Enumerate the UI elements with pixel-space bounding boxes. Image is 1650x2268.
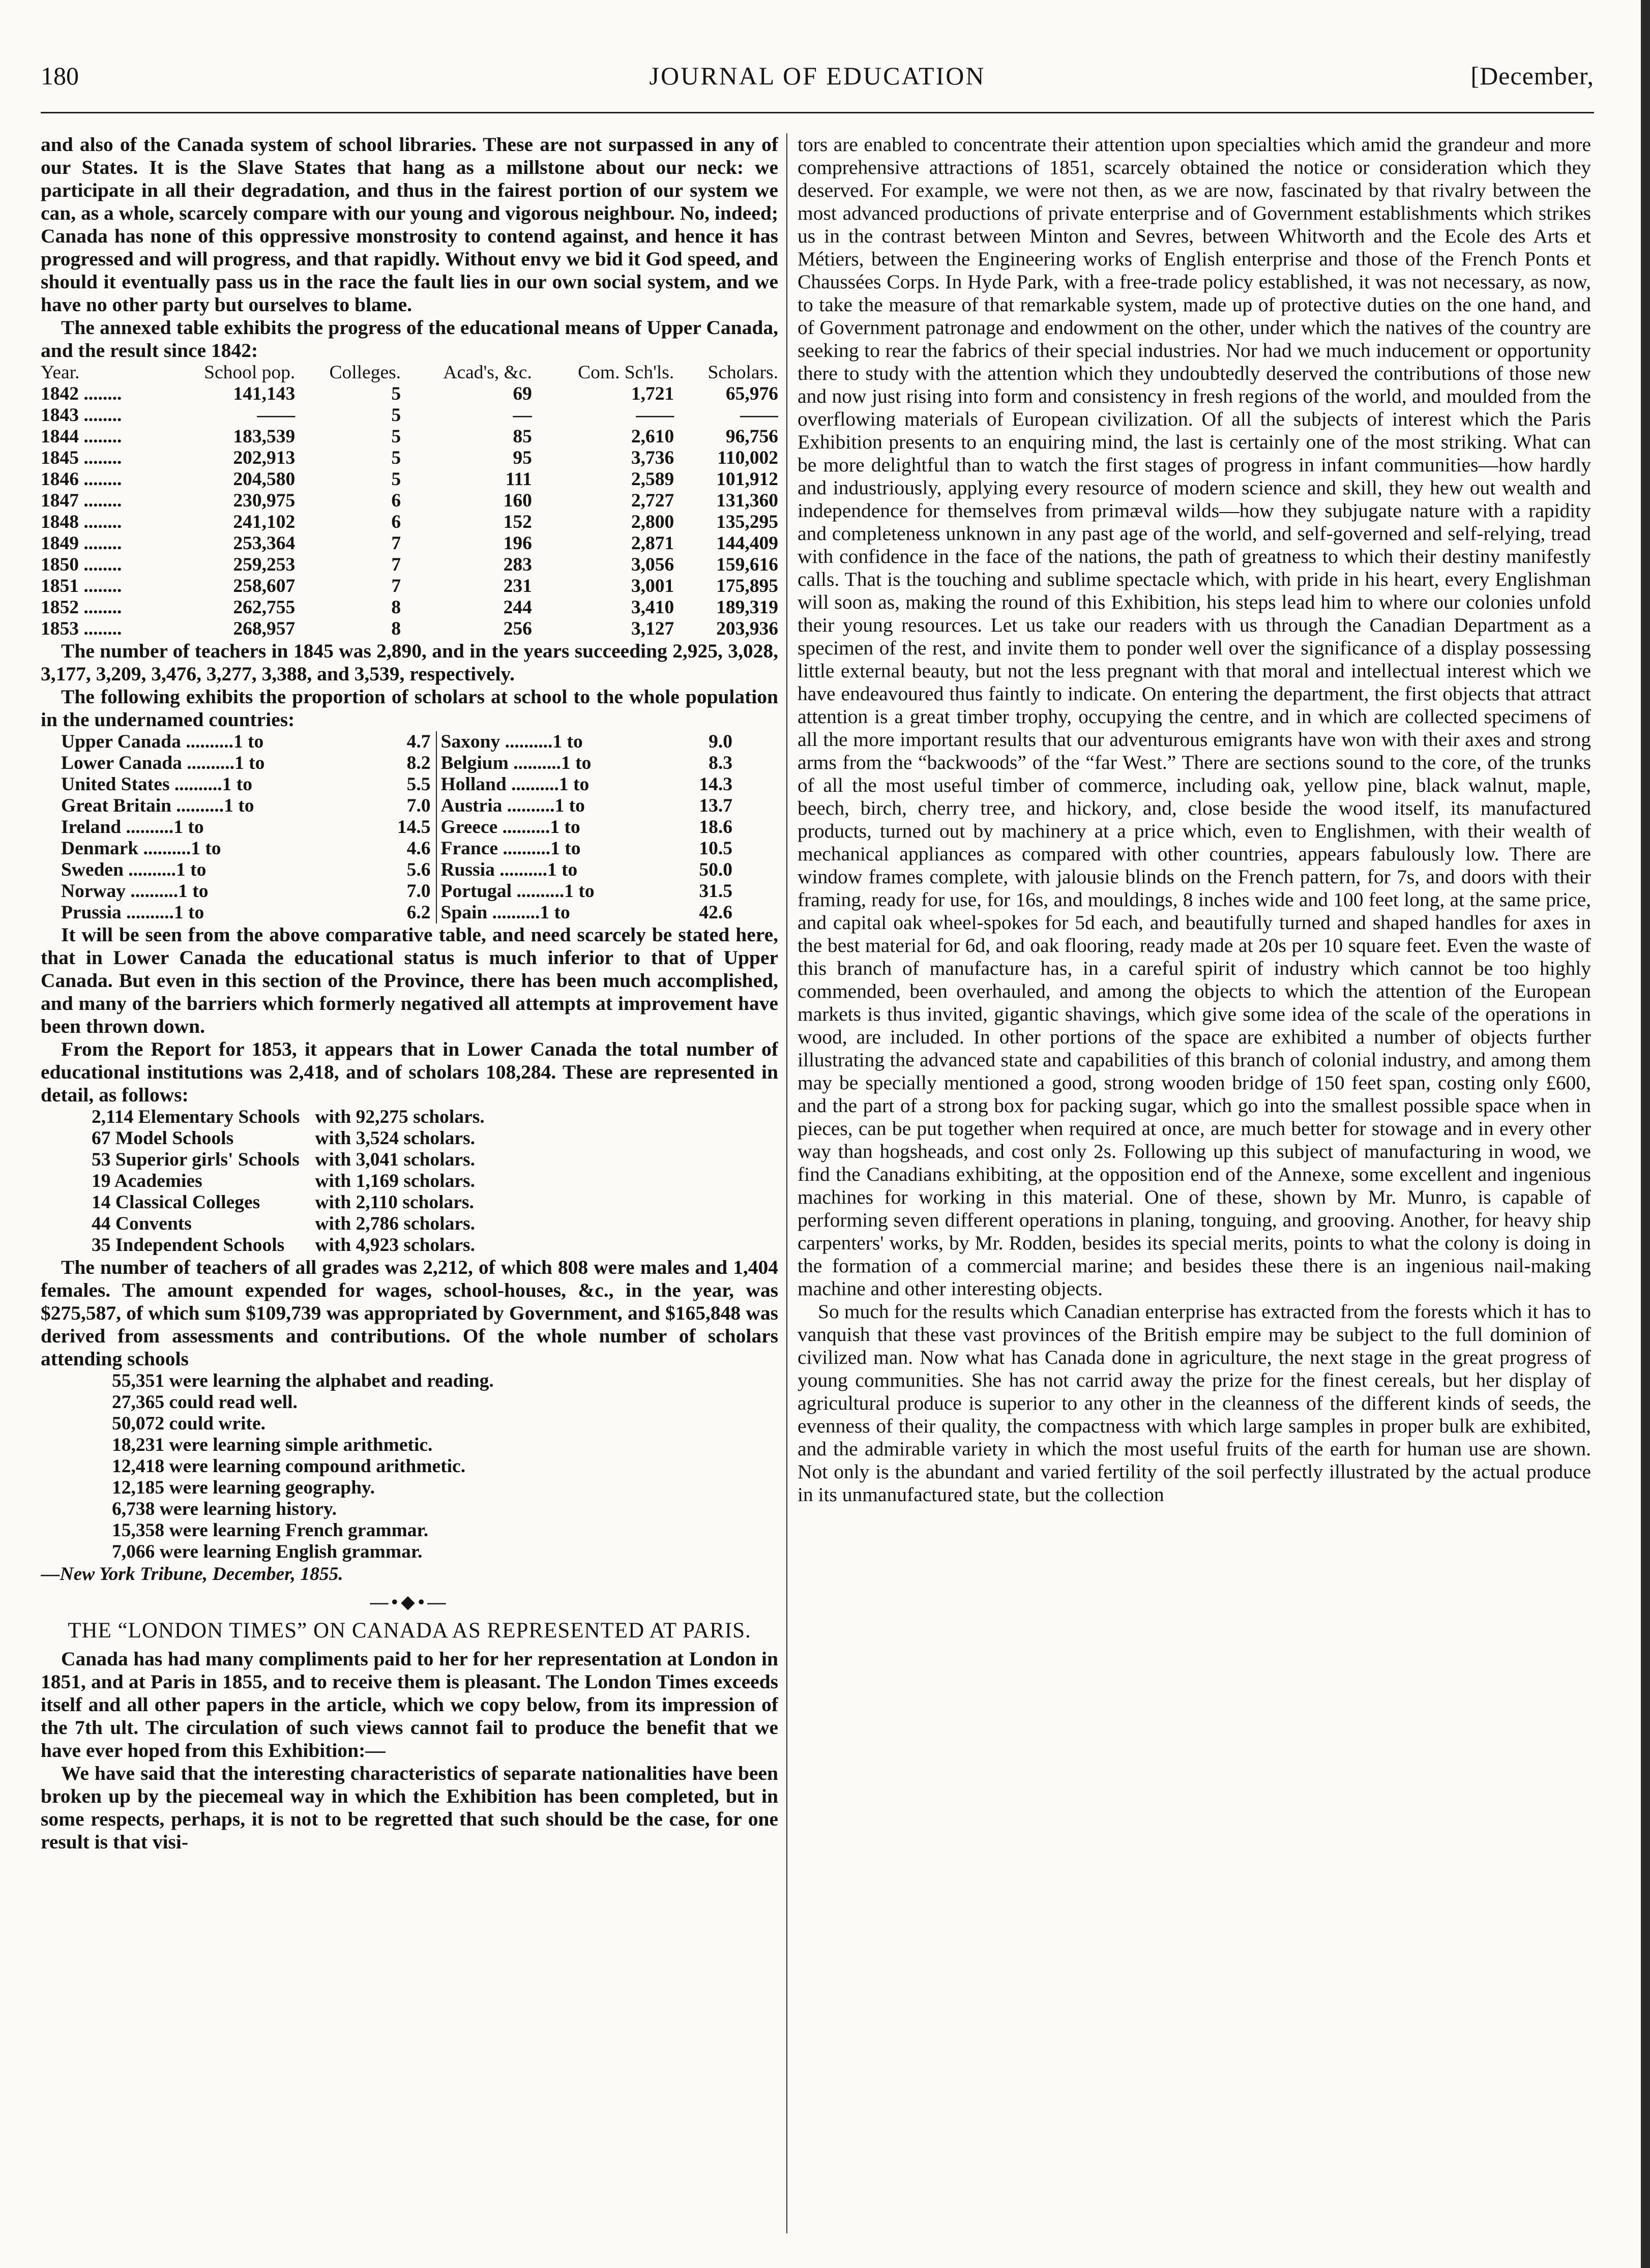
table-cell: 3,736 bbox=[631, 447, 674, 468]
country-label: Denmark ..........1 to bbox=[61, 838, 221, 859]
table-cell: 1844 ........ bbox=[41, 426, 122, 447]
proportion-row bbox=[61, 859, 732, 881]
table-row bbox=[41, 383, 778, 405]
table-cell: 1850 ........ bbox=[41, 554, 122, 575]
institution-name: 14 Classical Colleges bbox=[92, 1192, 260, 1213]
table-cell: —— bbox=[257, 405, 296, 426]
table-cell: 96,756 bbox=[725, 426, 778, 447]
country-label: Prussia ..........1 to bbox=[61, 902, 204, 923]
proportion-row bbox=[61, 731, 732, 753]
table-cell: 2,727 bbox=[631, 490, 674, 511]
attainment-line: 12,418 were learning compound arithmetic. bbox=[112, 1456, 466, 1477]
progress-table bbox=[41, 362, 778, 640]
table-cell: 85 bbox=[513, 426, 532, 447]
table-cell: 231 bbox=[503, 576, 532, 596]
institution-scholars: with 3,041 scholars. bbox=[315, 1149, 475, 1170]
table-cell: 1849 ........ bbox=[41, 533, 122, 554]
table-cell: 189,319 bbox=[716, 597, 778, 618]
table-cell: 2,800 bbox=[631, 512, 674, 532]
institution-scholars: with 3,524 scholars. bbox=[315, 1128, 475, 1149]
expenditure-paragraph: The number of teachers of all grades was 2,212, of which 808 were males and 1,404 females. The amount expended for wages, school-houses, &c., in the year, was $275,587, of which sum $109,739 was appropriated by Government, and $165,848 was derived from assessments and contributions. Of the whole number of scholars attending schools bbox=[41, 1256, 778, 1370]
table-cell: 203,936 bbox=[716, 618, 778, 639]
ratio-value: 14.3 bbox=[699, 774, 732, 795]
institution-name: 35 Independent Schools bbox=[92, 1235, 285, 1256]
progress-table-header bbox=[41, 362, 778, 383]
country-label: Great Britain ..........1 to bbox=[61, 795, 254, 816]
country-label: Belgium ..........1 to bbox=[436, 753, 681, 774]
institution-scholars: with 4,923 scholars. bbox=[315, 1235, 475, 1256]
country-label: Ireland ..........1 to bbox=[61, 817, 204, 838]
column-header: Com. Sch'ls. bbox=[578, 362, 674, 383]
ratio-value: 50.0 bbox=[699, 859, 732, 880]
attainment-line: 7,066 were learning English grammar. bbox=[112, 1541, 423, 1562]
country-label: Norway ..........1 to bbox=[61, 881, 209, 902]
table-cell: 230,975 bbox=[233, 490, 296, 511]
country-label: Spain ..........1 to bbox=[436, 902, 681, 923]
country-label: Sweden ..........1 to bbox=[61, 859, 207, 880]
table-cell: 1845 ........ bbox=[41, 447, 122, 468]
table-cell: 244 bbox=[503, 597, 532, 618]
table-cell: 3,001 bbox=[631, 576, 674, 596]
table-cell: 7 bbox=[391, 533, 401, 554]
comparison-paragraph: It will be seen from the above comparative table, and need scarcely be stated here, that in Lower Canada the educational status is much inferior to that of Upper Canada. But even in this section of the Province, there has been much accomplished, and many of the barriers which formerly negatived all attempts at improvement have been thrown down. bbox=[41, 923, 778, 1037]
table-cell: 5 bbox=[391, 447, 401, 468]
table-row bbox=[41, 447, 778, 469]
teachers-paragraph: The number of teachers in 1845 was 2,890, and in the years succeeding 2,925, 3,028, 3,177, 3,209, 3,476, 3,277, 3,388, and 3,539, respectively. bbox=[41, 640, 778, 685]
ratio-value: 6.2 bbox=[406, 902, 431, 923]
column-divider bbox=[786, 133, 787, 2233]
table-cell: 7 bbox=[391, 554, 401, 575]
table-cell: 135,295 bbox=[716, 512, 778, 532]
page-edge-shadow bbox=[1641, 0, 1650, 2268]
table-cell: 241,102 bbox=[233, 512, 296, 532]
ratio-value: 10.5 bbox=[699, 838, 732, 859]
attainment-line: 55,351 were learning the alphabet and reading. bbox=[112, 1370, 494, 1391]
table-cell: 259,253 bbox=[233, 554, 296, 575]
country-label: France ..........1 to bbox=[436, 838, 681, 859]
table-cell: 1848 ........ bbox=[41, 512, 122, 532]
table-cell: 5 bbox=[391, 383, 401, 404]
table-cell: 144,409 bbox=[716, 533, 778, 554]
country-label: Austria ..........1 to bbox=[436, 795, 681, 817]
table-cell: 253,364 bbox=[233, 533, 296, 554]
ratio-value: 7.0 bbox=[406, 881, 431, 902]
country-label: Portugal ..........1 to bbox=[436, 881, 681, 902]
table-cell: 183,539 bbox=[233, 426, 296, 447]
table-cell: 65,976 bbox=[725, 383, 778, 404]
table-cell: 131,360 bbox=[716, 490, 778, 511]
table-cell: 283 bbox=[503, 554, 532, 575]
ratio-value: 7.0 bbox=[406, 795, 431, 816]
country-label: Saxony ..........1 to bbox=[436, 731, 681, 753]
left-column bbox=[41, 133, 778, 2233]
ratio-value: 8.3 bbox=[709, 753, 732, 773]
table-cell: 268,957 bbox=[233, 618, 296, 639]
table-cell: 1852 ........ bbox=[41, 597, 122, 618]
table-cell: 3,410 bbox=[631, 597, 674, 618]
proportion-row bbox=[61, 774, 732, 795]
table-cell: 262,755 bbox=[233, 597, 296, 618]
proportion-table bbox=[61, 731, 732, 923]
table-cell: —— bbox=[636, 405, 674, 426]
report-paragraph: From the Report for 1853, it appears that in Lower Canada the total number of educational institutions was 2,418, and of scholars 108,284. These are represented in detail, as follows: bbox=[41, 1038, 778, 1106]
table-row bbox=[41, 597, 778, 618]
ratio-value: 14.5 bbox=[397, 817, 431, 838]
table-cell: 159,616 bbox=[716, 554, 778, 575]
institution-row bbox=[92, 1213, 485, 1235]
table-row bbox=[41, 554, 778, 576]
country-label: Lower Canada ..........1 to bbox=[61, 753, 265, 773]
table-cell: 1843 ........ bbox=[41, 405, 122, 426]
table-cell: 111 bbox=[505, 469, 532, 490]
header-rule bbox=[41, 112, 1594, 113]
institution-name: 19 Academies bbox=[92, 1171, 202, 1191]
ratio-value: 18.6 bbox=[699, 817, 732, 838]
institution-scholars: with 92,275 scholars. bbox=[315, 1107, 485, 1127]
ratio-value: 4.7 bbox=[406, 731, 431, 752]
ratio-value: 4.6 bbox=[406, 838, 431, 859]
proportion-row bbox=[61, 753, 732, 774]
country-label: United States ..........1 to bbox=[61, 774, 253, 795]
table-cell: 6 bbox=[391, 512, 401, 532]
attainment-line: 50,072 could write. bbox=[112, 1413, 266, 1434]
table-cell: 3,127 bbox=[631, 618, 674, 639]
table-cell: 1847 ........ bbox=[41, 490, 122, 511]
attainment-line: 18,231 were learning simple arithmetic. bbox=[112, 1435, 433, 1455]
table-cell: 160 bbox=[503, 490, 532, 511]
table-cell: 5 bbox=[391, 426, 401, 447]
institution-name: 67 Model Schools bbox=[92, 1128, 234, 1149]
table-cell: 1851 ........ bbox=[41, 576, 122, 596]
section-heading: THE “LONDON TIMES” ON CANADA AS REPRESENTED AT PARIS. bbox=[68, 1619, 751, 1643]
country-label: Russia ..........1 to bbox=[436, 859, 681, 881]
proportion-intro: The following exhibits the proportion of scholars at school to the whole population in the undernamed countries: bbox=[41, 685, 778, 731]
proportion-row bbox=[61, 817, 732, 838]
ratio-value: 9.0 bbox=[709, 731, 732, 752]
journal-title: JOURNAL OF EDUCATION bbox=[649, 62, 986, 90]
institution-row bbox=[92, 1192, 485, 1213]
institution-row bbox=[92, 1128, 485, 1149]
running-header bbox=[41, 61, 1594, 107]
country-label: Upper Canada ..........1 to bbox=[61, 731, 264, 752]
source-line: —New York Tribune, December, 1855. bbox=[41, 1564, 343, 1585]
table-cell: 1842 ........ bbox=[41, 383, 122, 404]
country-label: Greece ..........1 to bbox=[436, 817, 681, 838]
right-paragraph-1: tors are enabled to concentrate their attention upon specialties which amid the grandeur and more comprehensive attractions of 1851, scarcely obtained the notice or consideration which they deserved. For example, we were not then, as we are now, fascinated by that rivalry between the most advanced productions of private enterprise and of Government establishments which strikes us in the contrast between Minton and Sevres, between Whitworth and the Ecole des Arts et Métiers, between the Engineering works of English enterprise and those of the French Ponts et Chaussées Corps. In Hyde Park, with a free-trade policy established, it was not necessary, as now, to take the measure of that remarkable system, made up of protective duties on the one hand, and of Government patronage and endowment on the other, under which the natives of the country are seeking to rear the fabrics of their special industries. Nor had we much inducement or opportunity there to study with the attention which they undoubtedly deserved the contributions of those new and now just rising into form and consistency in fresh regions of the world, and moulded from the overflowing materials of European civilization. Of all the subjects of interest which the Paris Exhibition presents to an enquiring mind, the last is certainly one of the most striking. What can be more delightful than to watch the first stages of progress in infant communities—how hardly and industriously, applying every resource of modern science and skill, they hew out wealth and independence for themselves from primæval wilds—how they subjugate nature with a rapidity and completeness unknown in any past age of the world, and self-governed and self-relying, tread with confidence in the face of the nations, the path of greatness to which their destiny manifestly calls. That is the touching and sublime spectacle which, with pride in his heart, every Englishman will soon as, making the round of this Exhibition, his steps lead him to where our colonies unfold their young resources. Let us take our readers with us through the Canadian Department as a specimen of the rest, and invite them to ponder well over the significance of a display possessing little external beauty, but not the less pregnant with that moral and intellectual interest which we have endeavoured thus faintly to indicate. On entering the department, the first objects that attract attention is a great timber trophy, occupying the centre, and in which are collected specimens of all the more important results that our adventurous emigrants have won with their axes and strong arms from the “backwoods” of the “far West.” There are sections sound to the core, of the trunks of all the most useful timber of commerce, including oak, yellow pine, black walnut, maple, beech, birch, cherry tree, and hickory, and, close beside the wood itself, its manufactured products, turned out by machinery at a price which, even to Englishmen, with their wealth of mechanical appliances as compared with other countries, appears fabulously low. There are window frames complete, with jalousie blinds on the French pattern, for 7s, and doors with their framing, ready for use, for 16s, and mouldings, 8 inches wide and 100 feet long, at the same price, and capital oak wheel-spokes for 5d each, and beautifully turned and shaped handles for axes in the best material for 6d, and oak flooring, ready made at 20s per 10 square feet. Even the waste of this branch of manufacture has, in a careful spirit of industry which cannot be too highly commended, been overhauled, and among the objects to which the attention of the European markets is thus invited, gigantic shavings, which give some idea of the scale of the operations in wood, are included. In other portions of the space are exhibited a number of objects further illustrating the advanced state and capabilities of this branch of colonial industry, and among them may be specially mentioned a good, strong wooden bridge of 150 feet span, costing only £600, and the part of a strong box for packing sugar, which go into the smallest possible space when in pieces, can be put together when required at once, are much better for stowage and in every other way than hogsheads, and cost only 2s. Following up this subject of manufacturing in wood, we find the Canadians exhibiting, at the opposition end of the Annexe, some excellent and ingenious machines for working in this material. One of these, shown by Mr. Munro, is capable of performing seven different operations in planing, tonguing, and grooving. Another, for heavy ship carpenters' works, by Mr. Rodden, besides its special merits, points to what the colony is doing in the formation of a commercial marine; and besides these there is an ingenious nail-making machine and other interesting objects. bbox=[798, 133, 1591, 1300]
institution-row bbox=[92, 1171, 485, 1192]
table-row bbox=[41, 490, 778, 512]
proportion-row bbox=[61, 902, 732, 923]
table-cell: 256 bbox=[503, 618, 532, 639]
table-row bbox=[41, 469, 778, 490]
column-header: Year. bbox=[41, 362, 80, 383]
table-cell: 101,912 bbox=[716, 469, 778, 490]
table-cell: 8 bbox=[391, 618, 401, 639]
ratio-value: 5.6 bbox=[406, 859, 431, 880]
table-cell: 7 bbox=[391, 576, 401, 596]
section-ornament: —•◆•— bbox=[370, 1592, 449, 1612]
london-paragraph-2: We have said that the interesting characteristics of separate nationalities have been broken up by the piecemeal way in which the Exhibition has been completed, but in some respects, perhaps, it is not to be regretted that such should be the case, for one result is that visi- bbox=[41, 1762, 778, 1853]
ratio-value: 13.7 bbox=[699, 795, 732, 816]
column-header: Colleges. bbox=[329, 362, 401, 383]
institution-scholars: with 1,169 scholars. bbox=[315, 1171, 475, 1191]
institution-name: 53 Superior girls' Schools bbox=[92, 1149, 300, 1170]
institution-row bbox=[92, 1107, 485, 1128]
table-intro: The annexed table exhibits the progress of the educational means of Upper Canada, and the result since 1842: bbox=[41, 316, 778, 362]
attainments-list bbox=[112, 1370, 778, 1563]
ratio-value: 5.5 bbox=[406, 774, 431, 795]
table-cell: —— bbox=[740, 405, 778, 426]
table-cell: 6 bbox=[391, 490, 401, 511]
proportion-row bbox=[61, 881, 732, 902]
table-cell: — bbox=[513, 405, 532, 426]
table-cell: 1,721 bbox=[631, 383, 674, 404]
table-cell: 175,895 bbox=[716, 576, 778, 596]
table-cell: 5 bbox=[391, 469, 401, 490]
table-cell: 110,002 bbox=[717, 447, 778, 468]
london-paragraph-1: Canada has had many compliments paid to her for her representation at London in 1851, and at Paris in 1855, and to receive them is pleasant. The London Times exceeds itself and all other papers in the article, which we copy below, from its impression of the 7th ult. The circulation of such views cannot fail to produce the benefit that we have ever hoped from this Exhibition:— bbox=[41, 1648, 778, 1762]
issue-month: [December, bbox=[1470, 62, 1594, 90]
table-cell: 204,580 bbox=[233, 469, 296, 490]
column-header: Acad's, &c. bbox=[443, 362, 532, 383]
ratio-value: 8.2 bbox=[406, 753, 431, 773]
table-row bbox=[41, 618, 778, 640]
table-cell: 196 bbox=[503, 533, 532, 554]
institution-row bbox=[92, 1149, 485, 1171]
proportion-row bbox=[61, 838, 732, 859]
institution-name: 44 Convents bbox=[92, 1213, 192, 1234]
attainment-line: 6,738 were learning history. bbox=[112, 1499, 337, 1519]
table-row bbox=[41, 512, 778, 533]
attainment-line: 12,185 were learning geography. bbox=[112, 1477, 375, 1498]
table-cell: 141,143 bbox=[233, 383, 296, 404]
table-row bbox=[41, 533, 778, 554]
page-number: 180 bbox=[41, 62, 79, 90]
table-cell: 69 bbox=[513, 383, 532, 404]
institution-scholars: with 2,786 scholars. bbox=[315, 1213, 475, 1234]
attainment-line: 27,365 could read well. bbox=[112, 1392, 298, 1413]
ratio-value: 42.6 bbox=[699, 902, 732, 923]
table-cell: 202,913 bbox=[233, 447, 296, 468]
table-row bbox=[41, 405, 778, 426]
table-row bbox=[41, 426, 778, 447]
table-row bbox=[41, 576, 778, 597]
table-cell: 5 bbox=[391, 405, 401, 426]
table-cell: 2,610 bbox=[631, 426, 674, 447]
table-cell: 2,589 bbox=[631, 469, 674, 490]
table-cell: 152 bbox=[503, 512, 532, 532]
column-header: School pop. bbox=[204, 362, 296, 383]
intro-paragraph: and also of the Canada system of school libraries. These are not surpassed in any of our States. It is the Slave States that hang as a millstone about our neck: we participate in all their degradation, and thus in the fairest portion of our system we can, as a whole, scarcely compare with our young and vigorous neighbour. No, indeed; Canada has none of this oppressive monstrosity to contend against, and hence it has progressed and will progress, and that rapidly. Without envy we bid it God speed, and should it eventually pass us in the race the fault lies in our own social system, and we have no other party but ourselves to blame. bbox=[41, 133, 778, 316]
table-cell: 8 bbox=[391, 597, 401, 618]
column-header: Scholars. bbox=[708, 362, 778, 383]
right-paragraph-2: So much for the results which Canadian enterprise has extracted from the forests which it has to vanquish that these vast provinces of the British empire may be subject to the full dominion of civilized man. Now what has Canada done in agriculture, the next stage in the great progress of young communities. She has not carrid away the prize for the finest cereals, but her display of agricultural produce is superior to any other in the cleanness of the different kinds of seeds, the evenness of their quality, the compactness with which large samples in proper bulk are exhibited, and the admirable variety in which the most useful fruits of the earth for human use are shown. Not only is the abundant and varied fertility of the soil perfectly illustrated by the actual produce in its unmanufactured state, but the collection bbox=[798, 1300, 1591, 1506]
attainment-line: 15,358 were learning French grammar. bbox=[112, 1520, 429, 1541]
table-cell: 1846 ........ bbox=[41, 469, 122, 490]
ratio-value: 31.5 bbox=[699, 881, 732, 902]
table-cell: 1853 ........ bbox=[41, 618, 122, 639]
table-cell: 258,607 bbox=[233, 576, 296, 596]
country-label: Holland ..........1 to bbox=[436, 774, 681, 795]
table-cell: 95 bbox=[513, 447, 532, 468]
institutions-table bbox=[92, 1107, 485, 1256]
table-cell: 3,056 bbox=[631, 554, 674, 575]
table-cell: 2,871 bbox=[631, 533, 674, 554]
proportion-row bbox=[61, 795, 732, 817]
right-column bbox=[798, 133, 1591, 2233]
institution-name: 2,114 Elementary Schools bbox=[92, 1107, 300, 1127]
institution-scholars: with 2,110 scholars. bbox=[315, 1192, 474, 1213]
institution-row bbox=[92, 1235, 485, 1256]
